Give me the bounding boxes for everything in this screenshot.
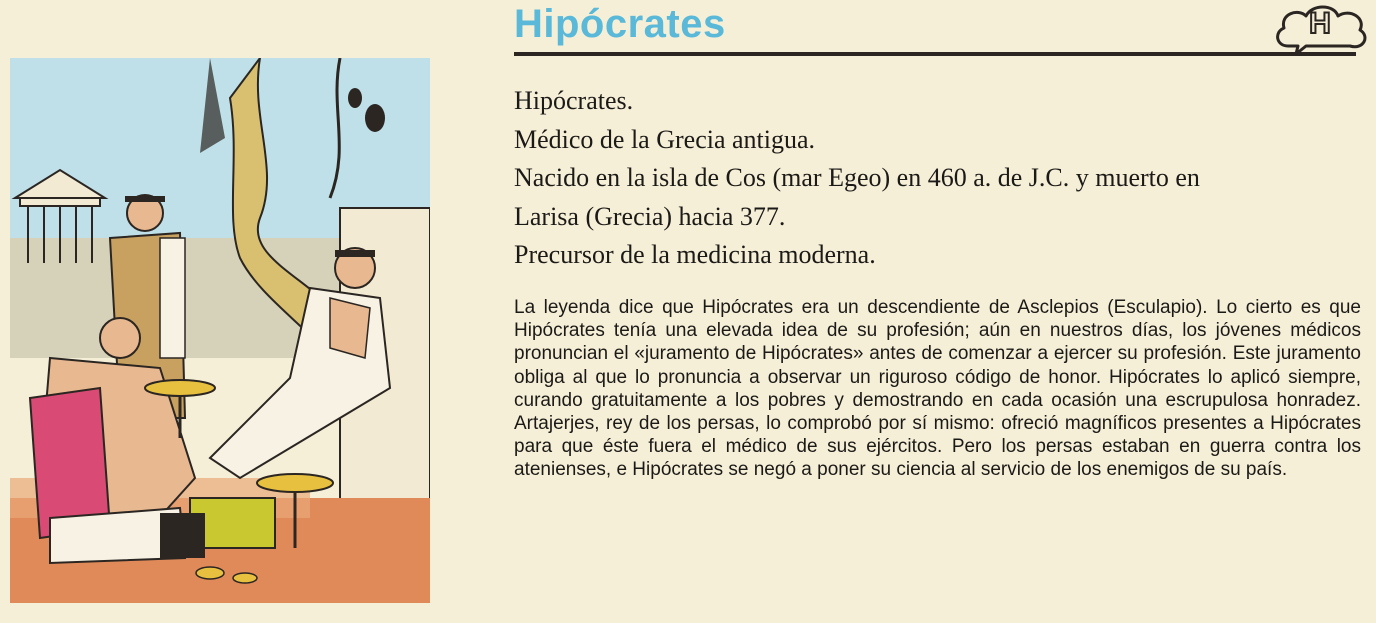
- title-divider: [514, 52, 1356, 56]
- letter-badge: [1270, 2, 1370, 54]
- fact-legacy: Precursor de la medicina moderna.: [514, 240, 876, 269]
- biography-paragraph: La leyenda dice que Hipócrates era un descendiente de Asclepios (Esculapio). Lo cierto es que Hipócrates tenía una elevada idea de su profesión; aún en nuestros días, los jóvenes médicos pronuncian el «juramento de Hipócrates» antes de comenzar a ejercer su profesión. Este juramento obliga al que lo pronuncia a observar un riguroso código de honor. Hipócrates lo aplicó siempre, curando gratuitamente a los pobres y demostrando en cada ocasión una escrupulosa honradez. Artajerjes, rey de los persas, lo comprobó por sí mismo: ofreció magníficos presentes a Hipócrates para que éste fuera el médico de sus ejércitos. Pero los persas estaban en guerra contra los atenienses, e Hipócrates se negó a poner su ciencia al servicio de los enemigos de su país.: [514, 297, 1361, 481]
- facts-list: [514, 82, 1374, 275]
- hippocrates-scene-illustration: [10, 58, 430, 603]
- fact-birth: Nacido en la isla de Cos (mar Egeo) en 460 a. de J.C. y muerto en: [514, 163, 1200, 192]
- fact-name: Hipócrates.: [514, 86, 634, 115]
- badge-letter: H: [1309, 7, 1331, 40]
- page-title: Hipócrates: [514, 2, 726, 46]
- fact-death: Larisa (Grecia) hacia 377.: [514, 201, 786, 231]
- hippocrates-illustration: [10, 58, 430, 603]
- fact-profession: Médico de la Grecia antigua.: [514, 124, 816, 154]
